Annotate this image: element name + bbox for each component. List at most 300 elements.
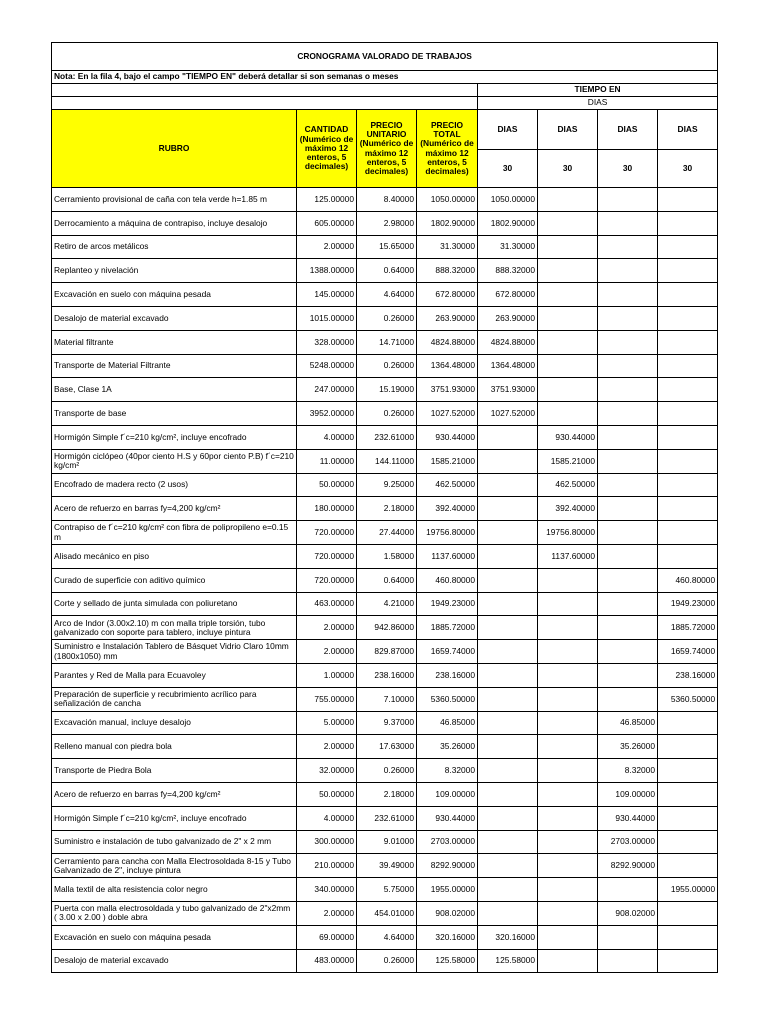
table-row (52, 449, 718, 473)
period-value-cell: 1027.52000 (478, 402, 538, 426)
rubro-cell: Cerramiento provisional de caña con tela verde h=1.85 m (52, 188, 297, 212)
period-value-cell (658, 188, 718, 212)
precio-total-cell: 19756.80000 (417, 521, 478, 545)
period-value-cell (658, 521, 718, 545)
precio-total-cell: 1955.00000 (417, 878, 478, 902)
period-value-cell: 1955.00000 (658, 878, 718, 902)
precio-total-cell: 31.30000 (417, 235, 478, 259)
precio-unitario-cell: 9.01000 (357, 830, 417, 854)
period-duration: 30 (478, 150, 538, 188)
period-value-cell (598, 616, 658, 640)
rubro-cell: Material filtrante (52, 330, 297, 354)
period-value-cell: 1659.74000 (658, 640, 718, 664)
precio-total-cell: 930.44000 (417, 806, 478, 830)
rubro-cell: Base, Clase 1A (52, 378, 297, 402)
precio-total-cell: 1585.21000 (417, 449, 478, 473)
period-value-cell: 930.44000 (598, 806, 658, 830)
table-row (52, 497, 718, 521)
period-duration: 30 (658, 150, 718, 188)
period-value-cell (658, 235, 718, 259)
cantidad-cell: 2.00000 (297, 901, 357, 925)
precio-unitario-cell: 39.49000 (357, 854, 417, 878)
precio-unitario-cell: 829.87000 (357, 640, 417, 664)
rubro-cell: Preparación de superficie y recubrimiento acrílico para señalización de cancha (52, 687, 297, 711)
period-value-cell (658, 925, 718, 949)
precio-total-cell: 8292.90000 (417, 854, 478, 878)
precio-unitario-cell: 9.37000 (357, 711, 417, 735)
table-row (52, 402, 718, 426)
rubro-cell: Arco de Indor (3.00x2.10) m con malla triple torsión, tubo galvanizado con soporte para tablero, incluye pintura (52, 616, 297, 640)
table-row (52, 854, 718, 878)
period-value-cell (478, 663, 538, 687)
period-value-cell (478, 687, 538, 711)
precio-unitario-cell: 15.65000 (357, 235, 417, 259)
period-value-cell: 908.02000 (598, 901, 658, 925)
precio-total-cell: 46.85000 (417, 711, 478, 735)
table-row (52, 663, 718, 687)
table-row (52, 521, 718, 545)
table-row (52, 759, 718, 783)
period-value-cell: 320.16000 (478, 925, 538, 949)
table-row (52, 259, 718, 283)
period-value-cell (658, 449, 718, 473)
period-value-cell (478, 901, 538, 925)
rubro-cell: Transporte de Piedra Bola (52, 759, 297, 783)
period-value-cell (598, 663, 658, 687)
rubro-cell: Acero de refuerzo en barras fy=4,200 kg/cm² (52, 782, 297, 806)
period-value-cell: 1949.23000 (658, 592, 718, 616)
period-value-cell (538, 759, 598, 783)
period-duration: 30 (598, 150, 658, 188)
period-value-cell (658, 306, 718, 330)
precio-unitario-cell: 144.11000 (357, 449, 417, 473)
cantidad-cell: 2.00000 (297, 616, 357, 640)
cantidad-cell: 4.00000 (297, 425, 357, 449)
precio-total-cell: 1802.90000 (417, 211, 478, 235)
period-header: DIAS (658, 110, 718, 150)
cantidad-cell: 5.00000 (297, 711, 357, 735)
table-row (52, 782, 718, 806)
period-value-cell (538, 806, 598, 830)
cantidad-cell: 32.00000 (297, 759, 357, 783)
period-value-cell (598, 473, 658, 497)
cantidad-cell: 145.00000 (297, 283, 357, 307)
precio-total-cell: 35.26000 (417, 735, 478, 759)
cantidad-header: CANTIDAD (Numérico de máximo 12 enteros, 5 decimales) (297, 110, 357, 188)
cantidad-cell: 4.00000 (297, 806, 357, 830)
table-row (52, 711, 718, 735)
precio-unitario-cell: 0.26000 (357, 402, 417, 426)
rubro-cell: Contrapiso de f´c=210 kg/cm² con fibra de polipropileno e=0.15 m (52, 521, 297, 545)
table-row (52, 425, 718, 449)
period-value-cell (538, 306, 598, 330)
rubro-cell: Excavación en suelo con máquina pesada (52, 283, 297, 307)
cantidad-cell: 50.00000 (297, 473, 357, 497)
period-value-cell (538, 616, 598, 640)
period-value-cell (598, 592, 658, 616)
rubro-cell: Derrocamiento a máquina de contrapiso, incluye desalojo (52, 211, 297, 235)
table-row (52, 878, 718, 902)
period-value-cell (478, 854, 538, 878)
cantidad-cell: 720.00000 (297, 521, 357, 545)
period-value-cell (538, 854, 598, 878)
tiempo-unit: DIAS (478, 97, 718, 110)
precio-unitario-cell: 1.58000 (357, 544, 417, 568)
cantidad-cell: 340.00000 (297, 878, 357, 902)
cantidad-cell: 463.00000 (297, 592, 357, 616)
period-value-cell (478, 497, 538, 521)
blank-cell (52, 84, 478, 97)
precio-unitario-cell: 7.10000 (357, 687, 417, 711)
period-value-cell: 392.40000 (538, 497, 598, 521)
cantidad-cell: 180.00000 (297, 497, 357, 521)
period-value-cell (538, 901, 598, 925)
precio-total-cell: 109.00000 (417, 782, 478, 806)
period-value-cell (658, 354, 718, 378)
period-value-cell: 35.26000 (598, 735, 658, 759)
period-value-cell (478, 473, 538, 497)
rubro-cell: Retiro de arcos metálicos (52, 235, 297, 259)
cantidad-cell: 3952.00000 (297, 402, 357, 426)
period-value-cell (538, 568, 598, 592)
period-value-cell (658, 283, 718, 307)
period-value-cell (598, 878, 658, 902)
period-value-cell (658, 782, 718, 806)
table-row (52, 830, 718, 854)
precio-total-cell: 1885.72000 (417, 616, 478, 640)
period-value-cell (538, 188, 598, 212)
period-value-cell (478, 425, 538, 449)
table-row (52, 306, 718, 330)
precio-unitario-cell: 15.19000 (357, 378, 417, 402)
rubro-cell: Desalojo de material excavado (52, 306, 297, 330)
period-value-cell (478, 830, 538, 854)
period-value-cell (478, 521, 538, 545)
rubro-cell: Hormigón ciclópeo (40por ciento H.S y 60por ciento P.B) f´c=210 kg/cm² (52, 449, 297, 473)
table-row (52, 949, 718, 973)
rubro-cell: Replanteo y nivelación (52, 259, 297, 283)
period-value-cell (478, 806, 538, 830)
period-value-cell: 125.58000 (478, 949, 538, 973)
precio-total-cell: 1050.00000 (417, 188, 478, 212)
table-row (52, 354, 718, 378)
period-value-cell: 888.32000 (478, 259, 538, 283)
precio-unitario-cell: 2.98000 (357, 211, 417, 235)
period-value-cell (538, 354, 598, 378)
precio-unitario-cell: 17.63000 (357, 735, 417, 759)
cantidad-cell: 50.00000 (297, 782, 357, 806)
period-value-cell (658, 901, 718, 925)
cantidad-cell: 483.00000 (297, 949, 357, 973)
period-value-cell (538, 235, 598, 259)
cantidad-cell: 755.00000 (297, 687, 357, 711)
table-row (52, 188, 718, 212)
schedule-table (51, 42, 718, 973)
precio-unitario-cell: 0.26000 (357, 759, 417, 783)
tiempo-en-header: TIEMPO EN (478, 84, 718, 97)
cantidad-cell: 5248.00000 (297, 354, 357, 378)
precio-total-cell: 5360.50000 (417, 687, 478, 711)
period-value-cell (598, 687, 658, 711)
period-value-cell: 1137.60000 (538, 544, 598, 568)
rubro-cell: Puerta con malla electrosoldada y tubo galvanizado de 2"x2mm ( 3.00 x 2.00 ) doble abra (52, 901, 297, 925)
period-header: DIAS (598, 110, 658, 150)
precio-total-cell: 238.16000 (417, 663, 478, 687)
period-value-cell (598, 949, 658, 973)
precio-total-cell: 392.40000 (417, 497, 478, 521)
cantidad-cell: 125.00000 (297, 188, 357, 212)
period-value-cell: 31.30000 (478, 235, 538, 259)
period-value-cell (538, 330, 598, 354)
period-value-cell (478, 544, 538, 568)
period-value-cell: 19756.80000 (538, 521, 598, 545)
period-value-cell (658, 378, 718, 402)
precio-unitario-cell: 238.16000 (357, 663, 417, 687)
period-value-cell (598, 521, 658, 545)
precio-unitario-cell: 0.64000 (357, 568, 417, 592)
table-row (52, 330, 718, 354)
cantidad-cell: 605.00000 (297, 211, 357, 235)
precio-total-cell: 1949.23000 (417, 592, 478, 616)
table-row (52, 544, 718, 568)
rubro-header: RUBRO (52, 110, 297, 188)
rubro-cell: Alisado mecánico en piso (52, 544, 297, 568)
precio-unitario-cell: 0.26000 (357, 949, 417, 973)
period-value-cell: 1364.48000 (478, 354, 538, 378)
period-value-cell (538, 949, 598, 973)
precio-total-cell: 320.16000 (417, 925, 478, 949)
precio-unitario-cell: 4.64000 (357, 925, 417, 949)
period-value-cell: 263.90000 (478, 306, 538, 330)
period-value-cell: 1585.21000 (538, 449, 598, 473)
precio-unitario-cell: 0.26000 (357, 306, 417, 330)
cantidad-cell: 300.00000 (297, 830, 357, 854)
rubro-cell: Corte y sellado de junta simulada con poliuretano (52, 592, 297, 616)
period-value-cell (598, 568, 658, 592)
period-value-cell (478, 711, 538, 735)
table-row (52, 592, 718, 616)
period-value-cell (538, 925, 598, 949)
rubro-cell: Suministro e Instalación Tablero de Básquet Vidrio Claro 10mm (1800x1050) mm (52, 640, 297, 664)
period-value-cell (598, 402, 658, 426)
precio-unitario-cell: 0.64000 (357, 259, 417, 283)
table-row (52, 616, 718, 640)
period-value-cell (598, 330, 658, 354)
cantidad-cell: 11.00000 (297, 449, 357, 473)
period-value-cell: 462.50000 (538, 473, 598, 497)
period-value-cell (478, 616, 538, 640)
precio-unitario-cell: 454.01000 (357, 901, 417, 925)
table-row (52, 473, 718, 497)
table-row (52, 235, 718, 259)
period-value-cell (658, 711, 718, 735)
period-value-cell (478, 449, 538, 473)
period-value-cell: 5360.50000 (658, 687, 718, 711)
period-value-cell (538, 687, 598, 711)
precio-unitario-cell: 232.61000 (357, 806, 417, 830)
rubro-cell: Desalojo de material excavado (52, 949, 297, 973)
precio-total-cell: 1659.74000 (417, 640, 478, 664)
period-value-cell: 1050.00000 (478, 188, 538, 212)
period-value-cell: 930.44000 (538, 425, 598, 449)
period-value-cell: 238.16000 (658, 663, 718, 687)
period-value-cell (658, 425, 718, 449)
precio-total-cell: 2703.00000 (417, 830, 478, 854)
rubro-cell: Hormigón Simple f´c=210 kg/cm², incluye encofrado (52, 806, 297, 830)
cantidad-cell: 1015.00000 (297, 306, 357, 330)
period-value-cell (598, 544, 658, 568)
period-value-cell (538, 663, 598, 687)
table-row (52, 925, 718, 949)
table-row (52, 568, 718, 592)
period-value-cell (658, 544, 718, 568)
period-value-cell (598, 378, 658, 402)
period-value-cell (598, 306, 658, 330)
precio-unitario-cell: 2.18000 (357, 497, 417, 521)
period-value-cell (538, 402, 598, 426)
note-text: Nota: En la fila 4, bajo el campo "TIEMPO EN" deberá detallar si son semanas o meses (52, 71, 718, 84)
period-value-cell (598, 425, 658, 449)
period-value-cell (478, 640, 538, 664)
period-value-cell (538, 283, 598, 307)
cantidad-cell: 210.00000 (297, 854, 357, 878)
precio-total-cell: 930.44000 (417, 425, 478, 449)
period-value-cell: 1885.72000 (658, 616, 718, 640)
period-value-cell: 1802.90000 (478, 211, 538, 235)
period-value-cell (538, 640, 598, 664)
period-header: DIAS (478, 110, 538, 150)
table-row (52, 378, 718, 402)
period-value-cell (598, 283, 658, 307)
precio-unitario-cell: 942.86000 (357, 616, 417, 640)
period-value-cell (478, 782, 538, 806)
rubro-cell: Parantes y Red de Malla para Ecuavoley (52, 663, 297, 687)
rubro-cell: Encofrado de madera recto (2 usos) (52, 473, 297, 497)
period-value-cell (658, 949, 718, 973)
period-value-cell (658, 211, 718, 235)
period-value-cell (598, 354, 658, 378)
period-value-cell (538, 830, 598, 854)
precio-total-cell: 3751.93000 (417, 378, 478, 402)
precio-unitario-cell: 9.25000 (357, 473, 417, 497)
cantidad-cell: 1388.00000 (297, 259, 357, 283)
period-value-cell: 460.80000 (658, 568, 718, 592)
rubro-cell: Excavación en suelo con máquina pesada (52, 925, 297, 949)
period-value-cell (538, 592, 598, 616)
rubro-cell: Curado de superficie con aditivo químico (52, 568, 297, 592)
precio-total-cell: 888.32000 (417, 259, 478, 283)
period-value-cell (478, 568, 538, 592)
table-row (52, 211, 718, 235)
period-value-cell (658, 830, 718, 854)
precio-total-cell: 1027.52000 (417, 402, 478, 426)
period-value-cell (598, 211, 658, 235)
precio-total-cell: 1137.60000 (417, 544, 478, 568)
period-value-cell (478, 735, 538, 759)
period-duration: 30 (538, 150, 598, 188)
period-value-cell (538, 878, 598, 902)
period-value-cell (598, 259, 658, 283)
precio-unitario-cell: 27.44000 (357, 521, 417, 545)
period-value-cell (658, 806, 718, 830)
period-value-cell: 46.85000 (598, 711, 658, 735)
rubro-cell: Hormigón Simple f´c=210 kg/cm², incluye encofrado (52, 425, 297, 449)
period-value-cell: 3751.93000 (478, 378, 538, 402)
precio-total-cell: 4824.88000 (417, 330, 478, 354)
precio-total-cell: 8.32000 (417, 759, 478, 783)
precio-total-cell: 460.80000 (417, 568, 478, 592)
cantidad-cell: 2.00000 (297, 735, 357, 759)
period-value-cell (478, 878, 538, 902)
period-value-cell (598, 640, 658, 664)
table-row (52, 901, 718, 925)
period-value-cell (658, 402, 718, 426)
cantidad-cell: 328.00000 (297, 330, 357, 354)
cantidad-cell: 69.00000 (297, 925, 357, 949)
period-value-cell (538, 378, 598, 402)
precio-unitario-cell: 14.71000 (357, 330, 417, 354)
cantidad-cell: 720.00000 (297, 544, 357, 568)
rubro-cell: Relleno manual con piedra bola (52, 735, 297, 759)
period-value-cell (658, 259, 718, 283)
table-row (52, 735, 718, 759)
precio-unitario-cell: 8.40000 (357, 188, 417, 212)
precio-total-cell: 672.80000 (417, 283, 478, 307)
rubro-cell: Transporte de Material Filtrante (52, 354, 297, 378)
precio-total-cell: 908.02000 (417, 901, 478, 925)
precio-total-cell: 263.90000 (417, 306, 478, 330)
precio-unitario-cell: 4.64000 (357, 283, 417, 307)
period-value-cell: 4824.88000 (478, 330, 538, 354)
period-value-cell: 8.32000 (598, 759, 658, 783)
rubro-cell: Transporte de base (52, 402, 297, 426)
precio-total-cell: 462.50000 (417, 473, 478, 497)
page-title: CRONOGRAMA VALORADO DE TRABAJOS (52, 43, 718, 71)
period-value-cell (478, 759, 538, 783)
precio-total-header: PRECIO TOTAL (Numérico de máximo 12 enteros, 5 decimales) (417, 110, 478, 188)
period-value-cell (658, 735, 718, 759)
period-value-cell (658, 497, 718, 521)
rubro-cell: Cerramiento para cancha con Malla Electrosoldada 8-15 y Tubo Galvanizado de 2", incluye pintura (52, 854, 297, 878)
rubro-cell: Excavación manual, incluye desalojo (52, 711, 297, 735)
period-value-cell (598, 235, 658, 259)
rubro-cell: Suministro e instalación de tubo galvanizado de 2" x 2 mm (52, 830, 297, 854)
period-value-cell (658, 330, 718, 354)
precio-unitario-cell: 232.61000 (357, 425, 417, 449)
rubro-cell: Acero de refuerzo en barras fy=4,200 kg/cm² (52, 497, 297, 521)
cantidad-cell: 1.00000 (297, 663, 357, 687)
period-value-cell (598, 925, 658, 949)
period-value-cell (538, 711, 598, 735)
period-value-cell (538, 782, 598, 806)
period-value-cell (478, 592, 538, 616)
blank-cell (52, 97, 478, 110)
period-value-cell (538, 735, 598, 759)
period-value-cell (538, 211, 598, 235)
table-row (52, 806, 718, 830)
period-value-cell (598, 188, 658, 212)
precio-unitario-header: PRECIO UNITARIO (Numérico de máximo 12 enteros, 5 decimales) (357, 110, 417, 188)
cantidad-cell: 247.00000 (297, 378, 357, 402)
period-value-cell: 8292.90000 (598, 854, 658, 878)
period-value-cell (658, 854, 718, 878)
period-value-cell: 672.80000 (478, 283, 538, 307)
cantidad-cell: 720.00000 (297, 568, 357, 592)
precio-unitario-cell: 5.75000 (357, 878, 417, 902)
rubro-cell: Malla textil de alta resistencia color negro (52, 878, 297, 902)
precio-unitario-cell: 0.26000 (357, 354, 417, 378)
period-value-cell: 2703.00000 (598, 830, 658, 854)
